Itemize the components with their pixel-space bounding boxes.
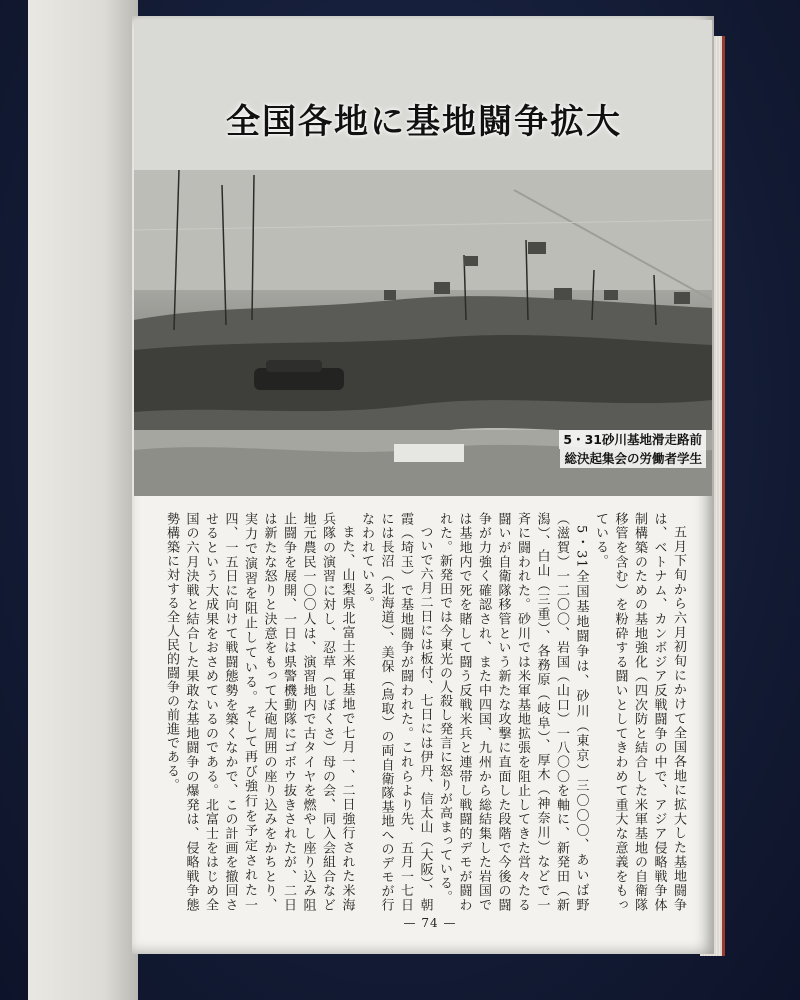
page-number: — 74 — [403,916,457,930]
protest-photograph [134,20,712,496]
photo-caption-line2: 総決起集会の労働者学生 [560,449,706,468]
paragraph: 五月下旬から六月初旬にかけて全国各地に拡大した基地闘争は、ベトナム、カンボジア反戦闘争の中で、アジア侵略戦争体制構築のための基地強化（四次防と結合した米軍基地の自衛隊移管を含む）を粉砕する闘いとしてきわめて重大な意義をもっている。 [593,512,686,912]
photo-caption [559,430,706,468]
page-headline: 全国各地に基地闘争拡大 [226,102,622,142]
paragraph: また、山梨県北富士米軍基地で七月一、二日強行された米海兵隊の演習に対し、忍草（しぼくさ）母の会、同入会組合など地元農民一〇〇人は、演習地内で古タイヤを燃やし座り込み阻止闘争を展開、一日は県警機動隊にゴボウ抜きされたが、二日は新たな怒りと決意をもって大砲周囲の座り込みをかちとり、実力で演習を阻止している。そして再び強行を予定された一四、一五日に向けて戦闘態勢を築くなかで、この計画を撤回させるという大成果をおさめているのである。北富士をはじめ全国の六月決戦と結合した果敢な基地闘争の爆発は、侵略戦争態勢構築に対する全人民的闘争の前進である。 [164,512,355,912]
paragraph: 5・31全国基地闘争は、砂川（東京）三〇〇〇、あいば野（滋賀）一二〇〇、岩国（山口）一八〇〇を軸に、新発田（新潟）、白山（三重）、各務原（岐阜）、厚木（神奈川）などで一斉に闘われた。砂川では米軍基地拡張を阻止してきた営々たる闘いが自衛隊移管という新たな攻撃に直面した段階で今後の闘争が力強く確認され、また中四国、九州から総結集した岩国では基地内で死を賭して闘う反戦米兵と連帯し戦闘的デモが闘われた。新発田では今東光の人殺し発言に怒りが高まっている。 [437,512,589,912]
photo-caption-line1: 5・31砂川基地滑走路前 [559,430,706,449]
left-page-edge [28,0,138,1000]
paragraph: ついで六月二日には板付、七日には伊丹、信太山（大阪）、朝霞（埼玉）で基地闘争が闘われた。これらより先、五月一七日には長沼（北海道）、美保（鳥取）の両自衛隊基地へのデモが行なわれている。 [359,512,433,912]
crowd-rally-illustration [134,20,712,496]
vertical-body-text [148,512,688,912]
